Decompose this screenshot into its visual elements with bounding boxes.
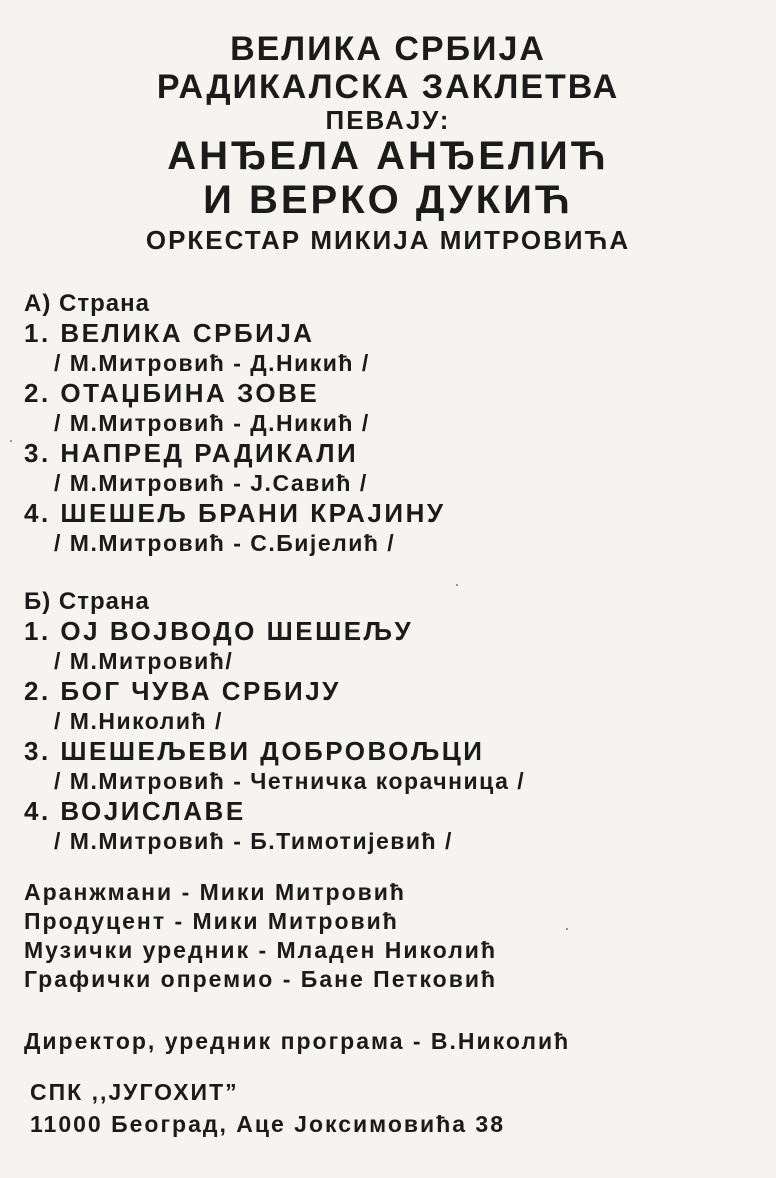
track-title: 2. ОТАЏБИНА ЗОВЕ [24, 378, 320, 408]
credit-arrangements: Аранжмани - Мики Митровић [24, 879, 406, 905]
track-credit: / М.Митровић - Б.Тимотијевић / [54, 828, 453, 854]
track-title: 3. ШЕШЕЉЕВИ ДОБРОВОЉЦИ [24, 736, 485, 766]
track-credit: / М.Митровић - С.Бијелић / [54, 530, 396, 556]
album-title-line2: РАДИКАЛСКА ЗАКЛЕТВА [156, 68, 620, 106]
credit-producer: Продуцент - Мики Митровић [24, 908, 399, 934]
track-title: 1. ОЈ ВОЈВОДО ШЕШЕЉУ [24, 616, 414, 646]
album-title-line1: ВЕЛИКА СРБИЈА [230, 30, 546, 68]
track-title: 4. ВОЈИСЛАВЕ [24, 796, 246, 826]
track-credit: / М.Митровић - Д.Никић / [54, 410, 370, 436]
paper-speck [10, 440, 12, 442]
header [0, 30, 776, 258]
credit-music-editor: Музички уредник - Младен Николић [24, 937, 497, 963]
track-credit: / М.Николић / [54, 708, 223, 734]
track-credit: / М.Митровић/ [54, 648, 234, 674]
side-b-label: Б) Страна [24, 588, 150, 615]
publisher-block [30, 1076, 505, 1140]
paper-speck [566, 928, 568, 930]
side-a-tracklist [24, 290, 764, 558]
credit-graphic-design: Графички опремио - Бане Петковић [24, 966, 498, 992]
track-credit: / М.Митровић - Ј.Савић / [54, 470, 368, 496]
track-credit: / М.Митровић - Четничка корачница / [54, 768, 526, 794]
publisher-address: 11000 Београд, Аце Јоксимовића 38 [30, 1111, 506, 1137]
artist-line2: И ВЕРКО ДУКИЋ [203, 178, 573, 222]
artist-line1: АНЂЕЛА АНЂЕЛИЋ [167, 134, 609, 178]
side-b-tracklist [24, 588, 764, 856]
singers-label: ПЕВАЈУ: [325, 105, 451, 135]
track-credit: / М.Митровић - Д.Никић / [54, 350, 370, 376]
track-title: 2. БОГ ЧУВА СРБИЈУ [24, 676, 341, 706]
production-credits [24, 878, 764, 994]
director-credit: Директор, уредник програма - В.Николић [24, 1028, 571, 1054]
paper-speck [456, 584, 458, 586]
side-a-label: А) Страна [24, 290, 150, 317]
track-title: 3. НАПРЕД РАДИКАЛИ [24, 438, 359, 468]
track-title: 4. ШЕШЕЉ БРАНИ КРАЈИНУ [24, 498, 446, 528]
orchestra-line: ОРКЕСТАР МИКИЈА МИТРОВИЋА [145, 225, 631, 255]
track-title: 1. ВЕЛИКА СРБИЈА [24, 318, 315, 348]
publisher-name: СПК ,,ЈУГОХИТ” [30, 1079, 239, 1105]
